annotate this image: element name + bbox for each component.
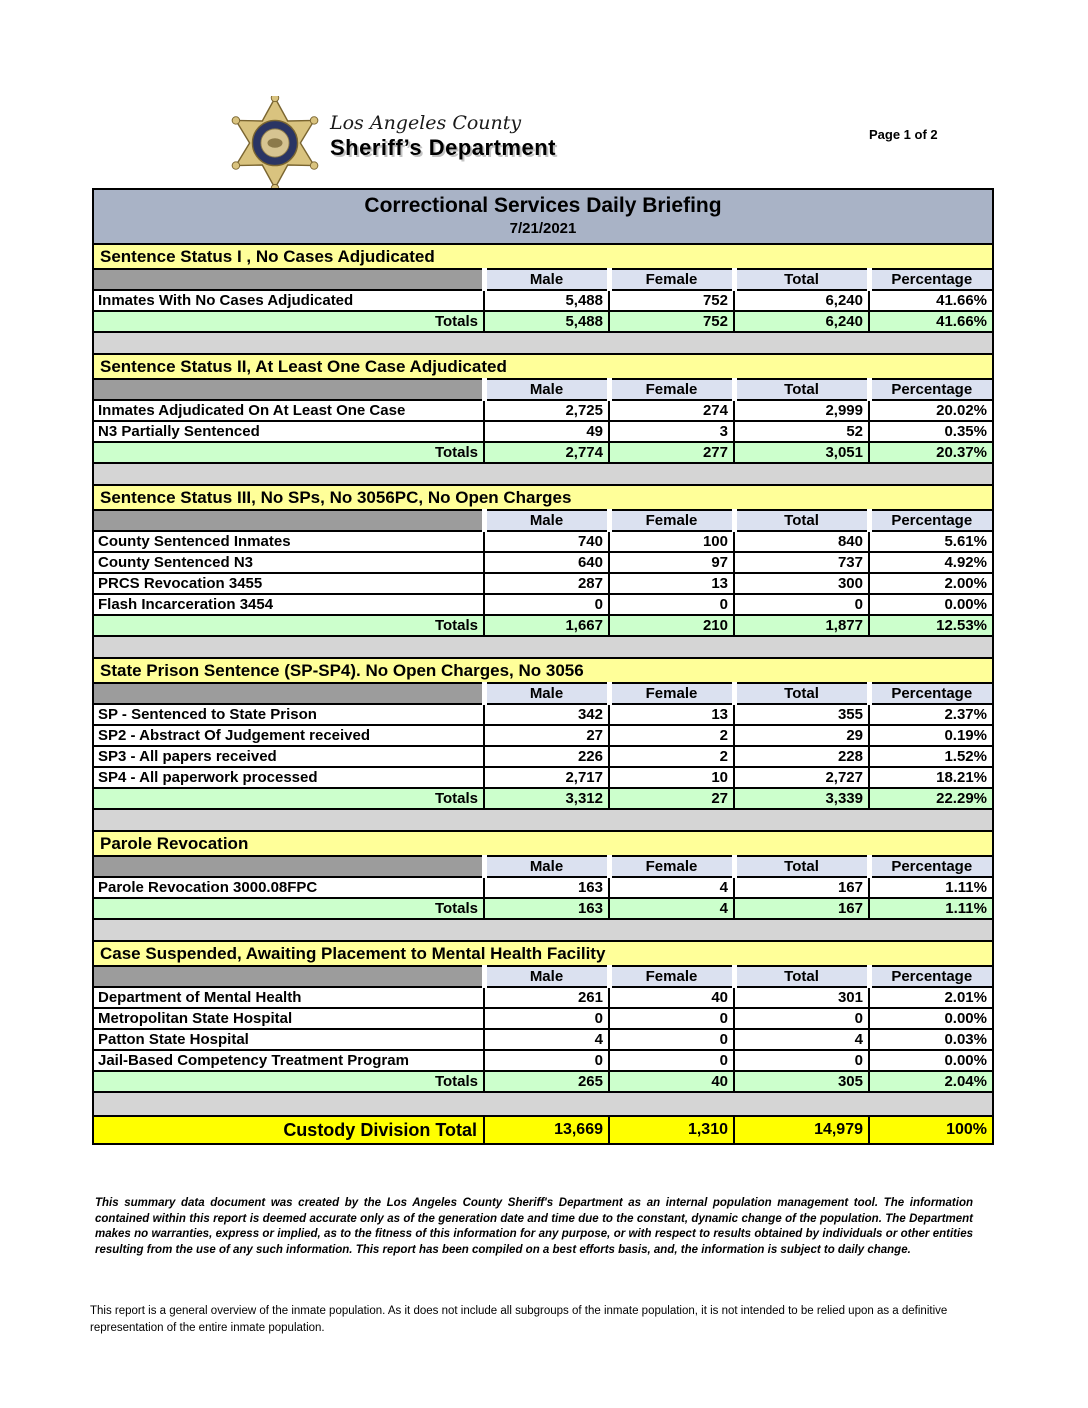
row-label: N3 Partially Sentenced [93,421,484,442]
percentage-total: 2.04% [869,1071,993,1092]
percentage-value: 0.00% [869,594,993,615]
agency-department-name: Sheriff’s Department [330,135,556,160]
total-value: 52 [734,421,869,442]
totals-row [93,311,993,332]
male-value: 261 [484,987,609,1008]
female-value: 10 [609,767,734,788]
female-total: 277 [609,442,734,463]
female-value: 97 [609,552,734,573]
section-spacer [92,920,994,940]
section-parole-revocation [92,830,994,920]
column-header-percentage: Percentage [869,683,993,704]
total-total: 167 [734,898,869,919]
column-header-female: Female [609,269,734,290]
column-header-percentage: Percentage [869,379,993,400]
totals-row [93,898,993,919]
male-value: 27 [484,725,609,746]
percentage-value: 0.03% [869,1029,993,1050]
column-header-male: Male [484,510,609,531]
table-row [93,421,993,442]
totals-row [93,442,993,463]
female-total: 210 [609,615,734,636]
table-row [93,290,993,311]
custody-division-total-row [92,1115,994,1145]
total-value: 840 [734,531,869,552]
row-label: Patton State Hospital [93,1029,484,1050]
table-row [93,1050,993,1071]
section-title: Sentence Status III, No SPs, No 3056PC, No Open Charges [93,485,993,510]
male-total: 163 [484,898,609,919]
column-header-percentage: Percentage [869,269,993,290]
grand-total-total: 14,979 [734,1116,869,1144]
corner-cell [93,683,484,704]
percentage-value: 0.00% [869,1008,993,1029]
percentage-total: 20.37% [869,442,993,463]
column-header-female: Female [609,510,734,531]
column-header-male: Male [484,379,609,400]
male-value: 0 [484,1008,609,1029]
total-value: 737 [734,552,869,573]
totals-row [93,1071,993,1092]
section-spacer [92,1093,994,1115]
female-value: 0 [609,1008,734,1029]
report-title: Correctional Services Daily Briefing [364,194,722,217]
section-spacer [92,333,994,353]
grand-total-male: 13,669 [484,1116,609,1144]
row-label: SP - Sentenced to State Prison [93,704,484,725]
grand-total-female: 1,310 [609,1116,734,1144]
totals-row [93,788,993,809]
total-value: 228 [734,746,869,767]
column-header-percentage: Percentage [869,966,993,987]
male-value: 2,717 [484,767,609,788]
row-label: PRCS Revocation 3455 [93,573,484,594]
total-total: 6,240 [734,311,869,332]
row-label: Jail-Based Competency Treatment Program [93,1050,484,1071]
agency-county-name: Los Angeles County [330,112,522,134]
female-value: 3 [609,421,734,442]
section-title: Sentence Status II, At Least One Case Adjudicated [93,354,993,379]
percentage-total: 12.53% [869,615,993,636]
female-value: 2 [609,725,734,746]
section-sentence-status-3 [92,484,994,637]
female-value: 2 [609,746,734,767]
percentage-value: 2.37% [869,704,993,725]
male-total: 3,312 [484,788,609,809]
row-label: Parole Revocation 3000.08FPC [93,877,484,898]
section-spacer [92,464,994,484]
section-title: Sentence Status I , No Cases Adjudicated [93,244,993,269]
male-value: 49 [484,421,609,442]
male-value: 287 [484,573,609,594]
female-total: 752 [609,311,734,332]
percentage-value: 1.11% [869,877,993,898]
total-total: 305 [734,1071,869,1092]
column-header-percentage: Percentage [869,856,993,877]
male-value: 4 [484,1029,609,1050]
section-title: State Prison Sentence (SP-SP4). No Open Charges, No 3056 [93,658,993,683]
row-label: Metropolitan State Hospital [93,1008,484,1029]
report-title-banner [92,188,994,243]
total-value: 300 [734,573,869,594]
total-value: 301 [734,987,869,1008]
table-row [93,767,993,788]
row-label: SP2 - Abstract Of Judgement received [93,725,484,746]
agency-logotype [330,112,556,161]
totals-row [93,615,993,636]
column-header-male: Male [484,683,609,704]
column-header-total: Total [734,269,869,290]
section-state-prison-sentence [92,657,994,810]
female-value: 13 [609,573,734,594]
column-header-male: Male [484,856,609,877]
column-header-male: Male [484,966,609,987]
male-value: 5,488 [484,290,609,311]
corner-cell [93,379,484,400]
column-header-total: Total [734,379,869,400]
female-total: 27 [609,788,734,809]
female-value: 274 [609,400,734,421]
table-row [93,1008,993,1029]
totals-label: Totals [93,311,484,332]
male-value: 740 [484,531,609,552]
totals-label: Totals [93,615,484,636]
male-value: 342 [484,704,609,725]
table-row [93,987,993,1008]
corner-cell [93,510,484,531]
total-value: 0 [734,1050,869,1071]
grand-total-label: Custody Division Total [93,1116,484,1144]
row-label: County Sentenced Inmates [93,531,484,552]
percentage-value: 4.92% [869,552,993,573]
female-value: 0 [609,594,734,615]
table-row [93,573,993,594]
overview-disclaimer: This report is a general overview of the inmate population. As it does not include all subgroups of the inmate population, it is not intended to be relied upon as a definitive representation of the entire inmate population. [90,1305,948,1335]
percentage-value: 0.35% [869,421,993,442]
male-value: 640 [484,552,609,573]
table-row [93,746,993,767]
table-row [93,531,993,552]
sheriff-star-badge-icon [228,96,322,190]
total-value: 29 [734,725,869,746]
female-value: 0 [609,1050,734,1071]
female-value: 752 [609,290,734,311]
corner-cell [93,966,484,987]
female-value: 4 [609,877,734,898]
totals-label: Totals [93,898,484,919]
male-value: 226 [484,746,609,767]
percentage-value: 0.00% [869,1050,993,1071]
total-total: 3,339 [734,788,869,809]
row-label: Inmates With No Cases Adjudicated [93,290,484,311]
corner-cell [93,269,484,290]
totals-label: Totals [93,788,484,809]
percentage-total: 22.29% [869,788,993,809]
column-header-female: Female [609,683,734,704]
row-label: Flash Incarceration 3454 [93,594,484,615]
table-row [93,725,993,746]
female-value: 40 [609,987,734,1008]
percentage-total: 1.11% [869,898,993,919]
column-header-total: Total [734,856,869,877]
total-value: 2,999 [734,400,869,421]
totals-label: Totals [93,442,484,463]
daily-briefing-report [92,188,994,1145]
percentage-value: 1.52% [869,746,993,767]
total-value: 355 [734,704,869,725]
table-row [93,877,993,898]
female-value: 13 [609,704,734,725]
corner-cell [93,856,484,877]
percentage-value: 2.01% [869,987,993,1008]
percentage-value: 5.61% [869,531,993,552]
row-label: SP3 - All papers received [93,746,484,767]
male-total: 5,488 [484,311,609,332]
percentage-value: 0.19% [869,725,993,746]
column-header-female: Female [609,966,734,987]
total-value: 167 [734,877,869,898]
total-value: 0 [734,1008,869,1029]
total-value: 0 [734,594,869,615]
column-header-female: Female [609,379,734,400]
page-number-label: Page 1 of 2 [869,127,938,142]
male-total: 2,774 [484,442,609,463]
section-spacer [92,810,994,830]
table-row [93,1029,993,1050]
section-title: Parole Revocation [93,831,993,856]
percentage-value: 18.21% [869,767,993,788]
total-total: 1,877 [734,615,869,636]
section-sentence-status-2 [92,353,994,464]
row-label: Department of Mental Health [93,987,484,1008]
row-label: County Sentenced N3 [93,552,484,573]
internal-tool-disclaimer: This summary data document was created by the Los Angeles County Sheriff's Department as an internal population management tool. The information contained within this report is deemed accurate only as of the generation date and time due to the constant, dynamic change of the population. The Department makes no warranties, express or implied, as to the fitness of this information for any purpose, or with respect to results obtained by individuals or other entities resulting from the use of any such information. This report has been compiled on a best efforts basis, and, the information is subject to daily change. [95,1197,973,1256]
column-header-percentage: Percentage [869,510,993,531]
total-value: 4 [734,1029,869,1050]
table-row [93,400,993,421]
column-header-male: Male [484,269,609,290]
male-total: 265 [484,1071,609,1092]
male-value: 0 [484,1050,609,1071]
female-value: 100 [609,531,734,552]
row-label: Inmates Adjudicated On At Least One Case [93,400,484,421]
male-value: 163 [484,877,609,898]
row-label: SP4 - All paperwork processed [93,767,484,788]
percentage-value: 20.02% [869,400,993,421]
grand-total-percentage: 100% [869,1116,993,1144]
column-header-total: Total [734,683,869,704]
percentage-value: 41.66% [869,290,993,311]
report-date: 7/21/2021 [509,220,577,237]
section-spacer [92,637,994,657]
table-row [93,594,993,615]
percentage-total: 41.66% [869,311,993,332]
total-total: 3,051 [734,442,869,463]
total-value: 2,727 [734,767,869,788]
female-total: 4 [609,898,734,919]
section-title: Case Suspended, Awaiting Placement to Mental Health Facility [93,941,993,966]
table-row [93,704,993,725]
male-value: 2,725 [484,400,609,421]
total-value: 6,240 [734,290,869,311]
totals-label: Totals [93,1071,484,1092]
section-case-suspended-mental-health [92,940,994,1093]
female-value: 0 [609,1029,734,1050]
column-header-female: Female [609,856,734,877]
section-sentence-status-1 [92,243,994,333]
male-total: 1,667 [484,615,609,636]
table-row [93,552,993,573]
male-value: 0 [484,594,609,615]
female-total: 40 [609,1071,734,1092]
column-header-total: Total [734,966,869,987]
percentage-value: 2.00% [869,573,993,594]
column-header-total: Total [734,510,869,531]
